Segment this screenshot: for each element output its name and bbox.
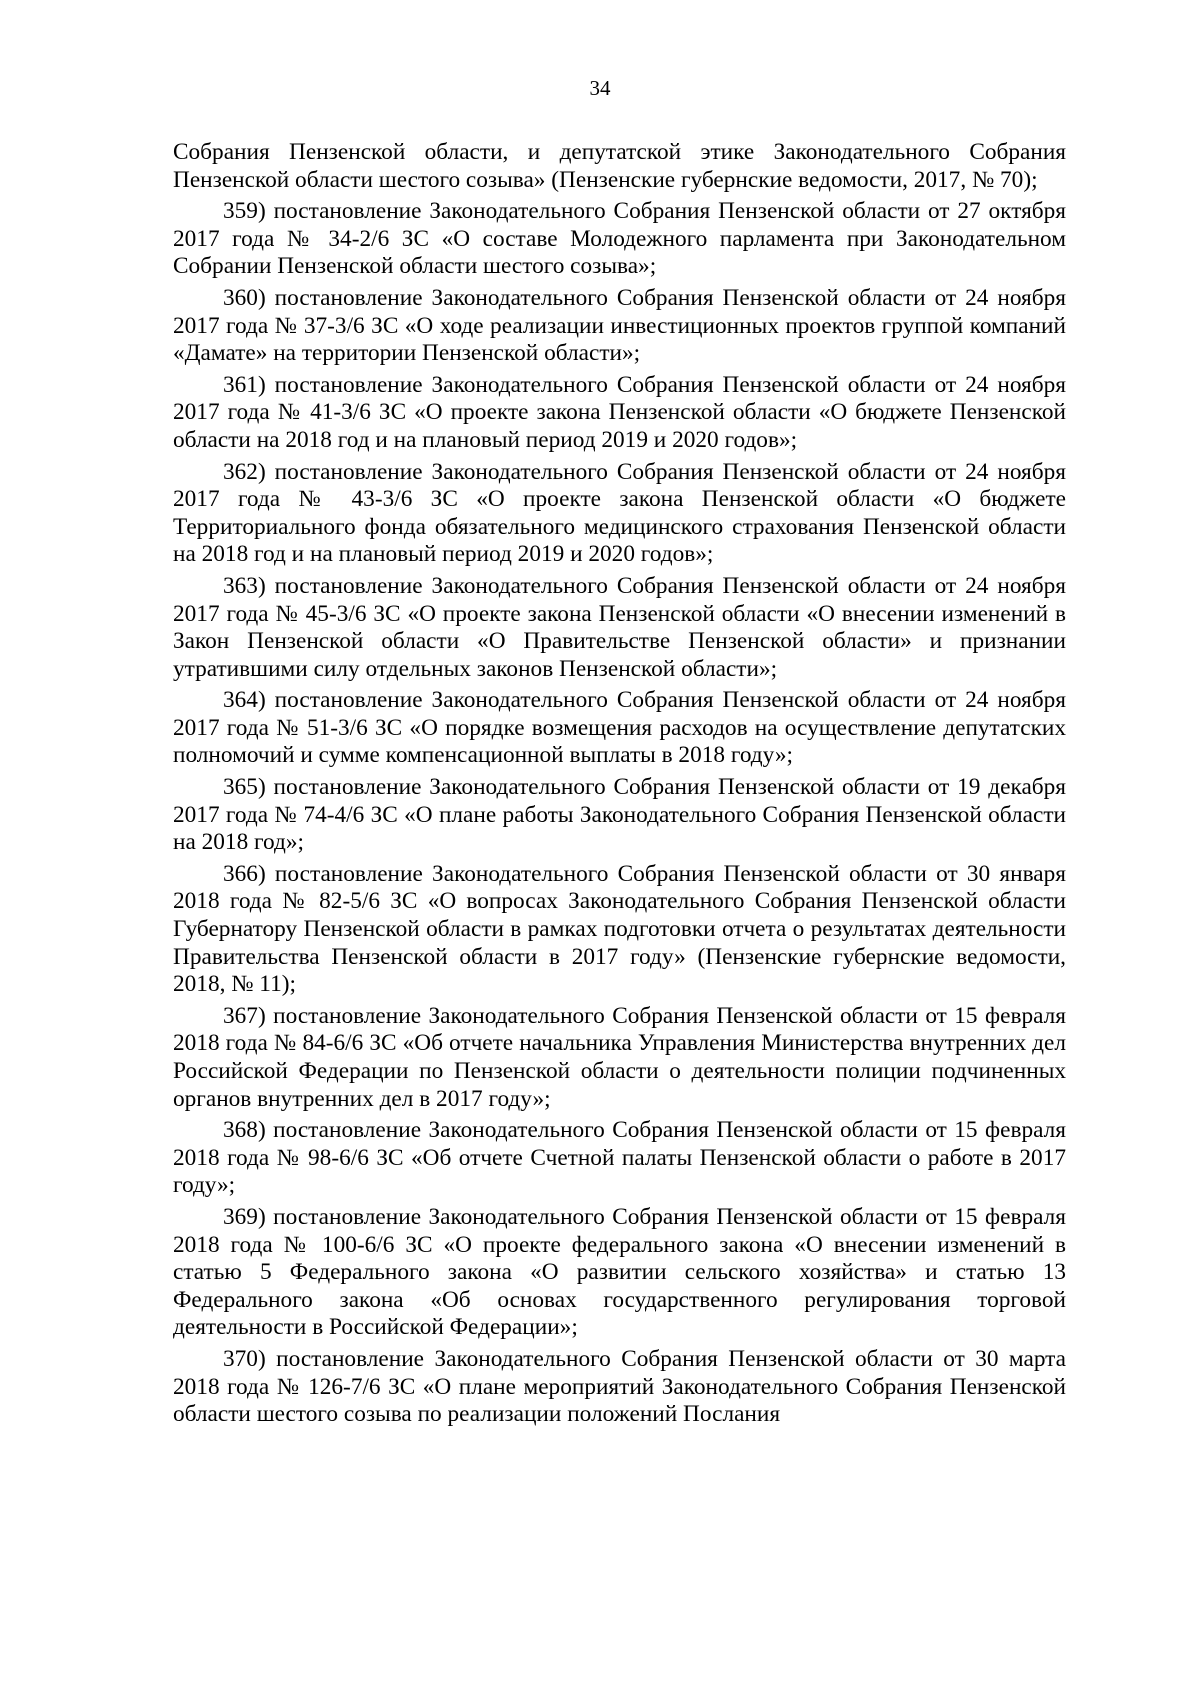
list-item-359: 359) постановление Законодательного Собрания Пензенской области от 27 октября 2017 года № 34-2/6 ЗС «О составе Молодежного парламента при Законодательном Собрании Пензенской области шестого созыва»;	[173, 198, 1066, 280]
list-item-365: 365) постановление Законодательного Собрания Пензенской области от 19 декабря 2017 года № 74-4/6 ЗС «О плане работы Законодательного Собрания Пензенской области на 2018 год»;	[173, 774, 1066, 856]
list-item-362: 362) постановление Законодательного Собрания Пензенской области от 24 ноября 2017 года № 43-3/6 ЗС «О проекте закона Пензенской области «О бюджете Территориального фонда обязательного медицинского страхования Пензенской области на 2018 год и на плановый период 2019 и 2020 годов»;	[173, 458, 1066, 568]
list-item-360: 360) постановление Законодательного Собрания Пензенской области от 24 ноября 2017 года № 37-3/6 ЗС «О ходе реализации инвестиционных проектов группой компаний «Дамате» на территории Пензенской области»;	[173, 284, 1066, 367]
list-item-366: 366) постановление Законодательного Собрания Пензенской области от 30 января 2018 года № 82-5/6 ЗС «О вопросах Законодательного Собрания Пензенской области Губернатору Пензенской области в рамках подготовки отчета о результатах деятельности Правительства Пензенской области в 2017 году» (Пензенские губернские ведомости, 2018, № 11);	[173, 860, 1066, 998]
list-item-370: 370) постановление Законодательного Собрания Пензенской области от 30 марта 2018 года № 126-7/6 ЗС «О плане мероприятий Законодательного Собрания Пензенской области шестого созыва по реализации положений Послания	[173, 1345, 1066, 1428]
list-item-363: 363) постановление Законодательного Собрания Пензенской области от 24 ноября 2017 года № 45-3/6 ЗС «О проекте закона Пензенской области «О внесении изменений в Закон Пензенской области «О Правительстве Пензенской области» и признании утратившими силу отдельных законов Пензенской области»;	[173, 572, 1066, 682]
list-item-364: 364) постановление Законодательного Собрания Пензенской области от 24 ноября 2017 года № 51-3/6 ЗС «О порядке возмещения расходов на осуществление депутатских полномочий и сумме компенсационной выплаты в 2018 году»;	[173, 687, 1066, 769]
paragraph-continuation: Собрания Пензенской области, и депутатской этике Законодательного Собрания Пензенской области шестого созыва» (Пензенские губернские ведомости, 2017, № 70);	[173, 139, 1066, 193]
list-item-369: 369) постановление Законодательного Собрания Пензенской области от 15 февраля 2018 года № 100-6/6 ЗС «О проекте федерального закона «О внесении изменений в статью 5 Федерального закона «О развитии сельского хозяйства» и статью 13 Федерального закона «Об основах государственного регулирования торговой деятельности в Российской Федерации»;	[173, 1203, 1066, 1341]
document-body	[173, 139, 1066, 1433]
list-item-367: 367) постановление Законодательного Собрания Пензенской области от 15 февраля 2018 года № 84-6/6 ЗС «Об отчете начальника Управления Министерства внутренних дел Российской Федерации по Пензенской области о деятельности полиции подчиненных органов внутренних дел в 2017 году»;	[173, 1002, 1066, 1112]
list-item-368: 368) постановление Законодательного Собрания Пензенской области от 15 февраля 2018 года № 98-6/6 ЗС «Об отчете Счетной палаты Пензенской области о работе в 2017 году»;	[173, 1117, 1066, 1199]
page-number: 34	[589, 76, 611, 100]
list-item-361: 361) постановление Законодательного Собрания Пензенской области от 24 ноября 2017 года № 41-3/6 ЗС «О проекте закона Пензенской области «О бюджете Пензенской области на 2018 год и на плановый период 2019 и 2020 годов»;	[173, 371, 1066, 453]
